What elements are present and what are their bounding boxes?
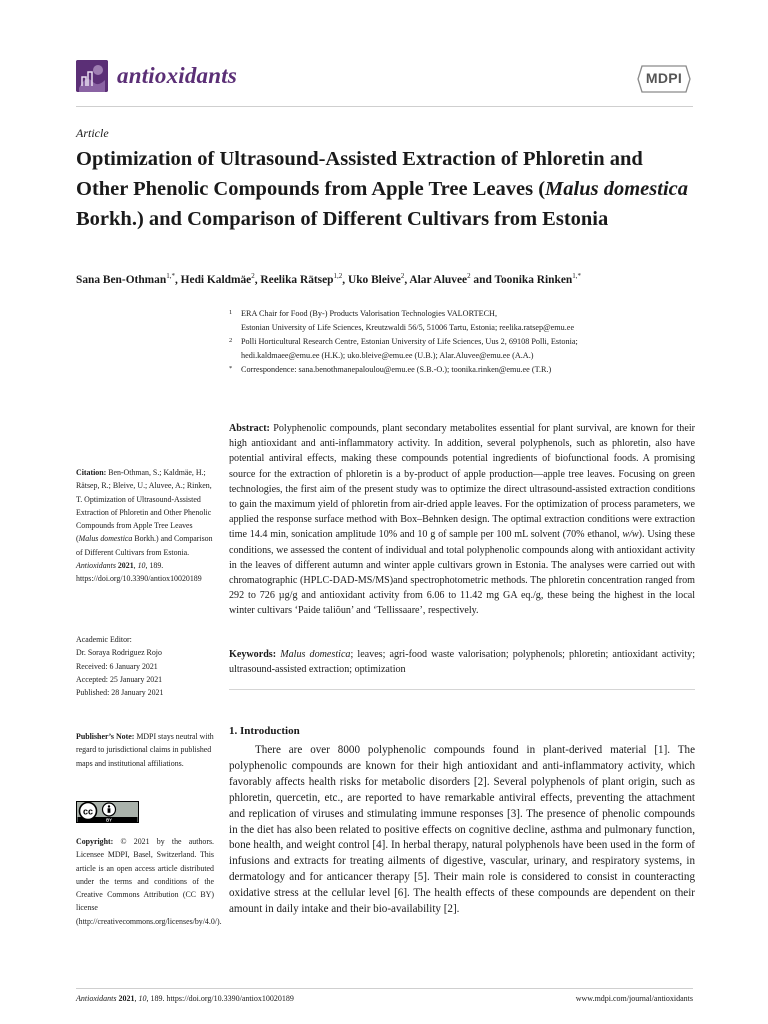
title-species: Malus domestica xyxy=(545,178,688,200)
footer-doi[interactable]: , 189. https://doi.org/10.3390/antiox10020189 xyxy=(146,994,294,1003)
citation-volume: 10 xyxy=(137,561,146,571)
publisher-note-label: Publisher’s Note: xyxy=(76,732,135,741)
published-date: Published: 28 January 2021 xyxy=(76,688,164,698)
footer-year: 2021 xyxy=(116,994,135,1003)
author-name[interactable]: Alar Aluvee xyxy=(409,273,468,286)
affiliation-line: hedi.kaldmaee@emu.ee (H.K.); uko.bleive@emu.ee (U.B.); Alar.Aluvee@emu.ee (A.A.) xyxy=(241,351,534,360)
abstract-text: Polyphenolic compounds, plant secondary metabolites essential for plant survival, are known for their high antioxidant and anti-inflammatory activity. In addition, several polyphenols, such as phloretin, also have potential antiviral effects, making these compounds potential ingredients of biofunctional foods. A promising source for the extraction of phloretin is a by-product of apple production—apple tree leaves. Focusing on green technologies, the first aim of the present study was to optimize the direct ultrasound-assisted extraction conditions to gain the maximum yield of phloretin from air-dried apple leaves. For the optimization of process parameters, we applied the response surface method with Box–Behnken design. The optimal extraction conditions were extraction time 14.4 min, sonication amplitude 10% and 10 g of sample per 100 mL solvent (70% ethanol, xyxy=(229,423,695,541)
article-type: Article xyxy=(76,126,109,140)
publisher-note xyxy=(76,730,214,770)
author-affil-mark: 1,2 xyxy=(333,272,343,280)
author-affil-mark: 1,* xyxy=(166,272,175,280)
author-separator: , xyxy=(174,273,181,286)
keyword-species: Malus domestica xyxy=(280,649,351,660)
journal-name: antioxidants xyxy=(117,63,237,88)
abstract-text-end: ). Using these conditions, we assessed the content of individual and total polyphenolic compounds along with antioxidant activity in the leaves of different autumn and winter apple cultivars grown in Estonia. The analyses were carried out with chromatographic (HPLC-DAD-MS/MS)and spectrophotometric methods. The phloretin concentration ranged from 292 to 726 µg/g and antioxidant activity from 6.06 to 11.42 mg GA eq./g, these being the highest in the local winter cultivars ‘Paide taliõun’ and ‘Tellissaare’, respectively. xyxy=(229,529,695,617)
copyright-label: Copyright: xyxy=(76,837,114,846)
header-divider xyxy=(76,106,693,107)
cc-text: cc xyxy=(82,806,94,817)
footer-journal: Antioxidants xyxy=(76,994,117,1003)
keywords xyxy=(229,647,695,677)
affiliation-item xyxy=(229,335,699,363)
author-separator: , xyxy=(342,273,348,286)
author-name[interactable]: Hedi Kaldmäe xyxy=(180,273,252,286)
title-text-end: Borkh.) and Comparison of Different Cultivars from Estonia xyxy=(76,208,609,230)
section-heading: 1. Introduction xyxy=(229,725,300,737)
author-affil-mark: 1,* xyxy=(572,272,581,280)
footer-citation xyxy=(76,994,294,1003)
author-name[interactable]: Reelika Rätsep xyxy=(260,273,334,286)
author-affil-mark: 2 xyxy=(467,272,471,280)
received-date: Received: 6 January 2021 xyxy=(76,661,158,671)
author-name[interactable]: Uko Bleive xyxy=(347,273,401,286)
citation-block xyxy=(76,466,214,586)
citation-label: Citation: xyxy=(76,468,107,477)
citation-year: 2021 xyxy=(115,561,134,571)
citation-doi[interactable]: , 189. https://doi.org/10.3390/antiox10020189 xyxy=(76,561,202,584)
abstract-label: Abstract: xyxy=(229,423,270,434)
citation-text: Ben-Othman, S.; Kaldmäe, H.; Rätsep, R.; Bleive, U.; Aluvee, A.; Rinken, T. Optimization of Ultrasound-Assisted Extraction of Phloretin and Other Phenolic Compounds from Apple Tree Leaves ( xyxy=(76,468,212,544)
keywords-text: ; leaves; agri-food waste valorisation; polyphenols; phloretin; antioxidant activity; ultrasound-assisted extraction; optimization xyxy=(229,649,695,676)
academic-editor-label: Academic Editor: xyxy=(76,635,132,644)
author-affil-mark: 2 xyxy=(400,272,405,280)
affiliation-mark: * xyxy=(229,365,233,372)
accepted-date: Accepted: 25 January 2021 xyxy=(76,674,163,684)
mdpi-logo-text: MDPI xyxy=(645,70,683,86)
mdpi-logo xyxy=(636,62,692,96)
introduction-paragraph xyxy=(229,743,695,918)
keywords-divider xyxy=(229,689,695,690)
author-list xyxy=(76,272,716,286)
author-name[interactable]: Toonika Rinken xyxy=(494,273,573,286)
dates-block xyxy=(76,633,214,699)
affiliation-line: ERA Chair for Food (By-) Products Valorisation Technologies VALORTECH, xyxy=(241,309,497,318)
affiliation-line: Estonian University of Life Sciences, Kreutzwaldi 56/5, 51006 Tartu, Estonia; reelika.ratsep@emu.ee xyxy=(241,323,575,332)
footer-separator: , xyxy=(134,994,139,1003)
affiliation-item xyxy=(229,307,699,335)
footer-divider xyxy=(76,988,693,989)
abstract xyxy=(229,421,695,619)
affiliation-mark: 2 xyxy=(229,337,233,344)
author-affil-mark: 2 xyxy=(251,272,255,280)
affiliation-mark: 1 xyxy=(229,309,233,316)
journal-logo-icon xyxy=(76,60,108,92)
publisher-note-text: MDPI stays neutral with regard to jurisdictional claims in published maps and institutional affiliations. xyxy=(76,732,214,768)
academic-editor-name: Dr. Soraya Rodriguez Rojo xyxy=(76,648,162,658)
introduction-text: There are over 8000 polyphenolic compounds found in plant-derived material [1]. The polyphenolic compounds are known for their high antioxidant and anti-inflammatory activity, which favorably affects health risks for metabolic disorders [2]. Several polyphenols of plant origin, such as phloretin, quercetin, etc., are reported to have remarkable antiviral effects, preventing the attachment and replication of viruses and stimulating immune responses [3]. The presence of phenolic compounds in the diet has also been related to positive effects on cognitive decline, asthma and pulmonary function, bone health, and weight control [4]. In herbal therapy, natural polyphenols have been used in the form of infusions and extracts for treating ailments of digestive, vascular, urinary, and respiratory systems, in dermatology and for anticancer therapy [5]. Their main role is considered to consist in counteracting oxidative stress at the cellular level [6]. The health effects of these compounds are dependent on their amount in daily intake and their bio-availability [2]. xyxy=(229,744,695,916)
abstract-italic: w/w xyxy=(622,529,639,541)
author-separator: , xyxy=(404,273,410,286)
affiliation-line: Polli Horticultural Research Centre, Estonian University of Life Sciences, Uus 2, 69108 Polli, Estonia; xyxy=(241,337,578,346)
article-title xyxy=(76,144,696,234)
affiliations xyxy=(229,307,699,377)
author-separator: , xyxy=(254,273,261,286)
affiliation-item xyxy=(229,363,699,377)
citation-text: Borkh.) and Comparison of Different Cultivars from Estonia. xyxy=(76,534,213,557)
by-text: BY xyxy=(106,817,112,823)
footer-journal-url[interactable]: www.mdpi.com/journal/antioxidants xyxy=(575,994,693,1003)
citation-species: Malus domestica xyxy=(78,534,133,544)
citation-separator: , xyxy=(133,561,138,571)
cc-by-license-icon[interactable] xyxy=(76,801,139,823)
copyright-block xyxy=(76,835,222,928)
author-name[interactable]: Sana Ben-Othman xyxy=(76,273,167,286)
footer-volume: 10 xyxy=(138,994,147,1003)
author-separator: and xyxy=(470,273,495,286)
correspondence-line: Correspondence: sana.benothmanepaloulou@emu.ee (S.B.-O.); toonika.rinken@emu.ee (T.R.) xyxy=(241,365,552,374)
copyright-text: © 2021 by the authors. Licensee MDPI, Basel, Switzerland. This article is an open access article distributed under the terms and conditions of the Creative Commons Attribution (CC BY) license (http://creativecommons.org/licenses/by/4.0/). xyxy=(76,837,222,926)
title-text: Optimization of Ultrasound-Assisted Extraction of Phloretin and Other Phenolic Compounds from Apple Tree Leaves ( xyxy=(76,148,643,200)
citation-journal: Antioxidants xyxy=(76,561,116,571)
keywords-label: Keywords: xyxy=(229,649,277,660)
